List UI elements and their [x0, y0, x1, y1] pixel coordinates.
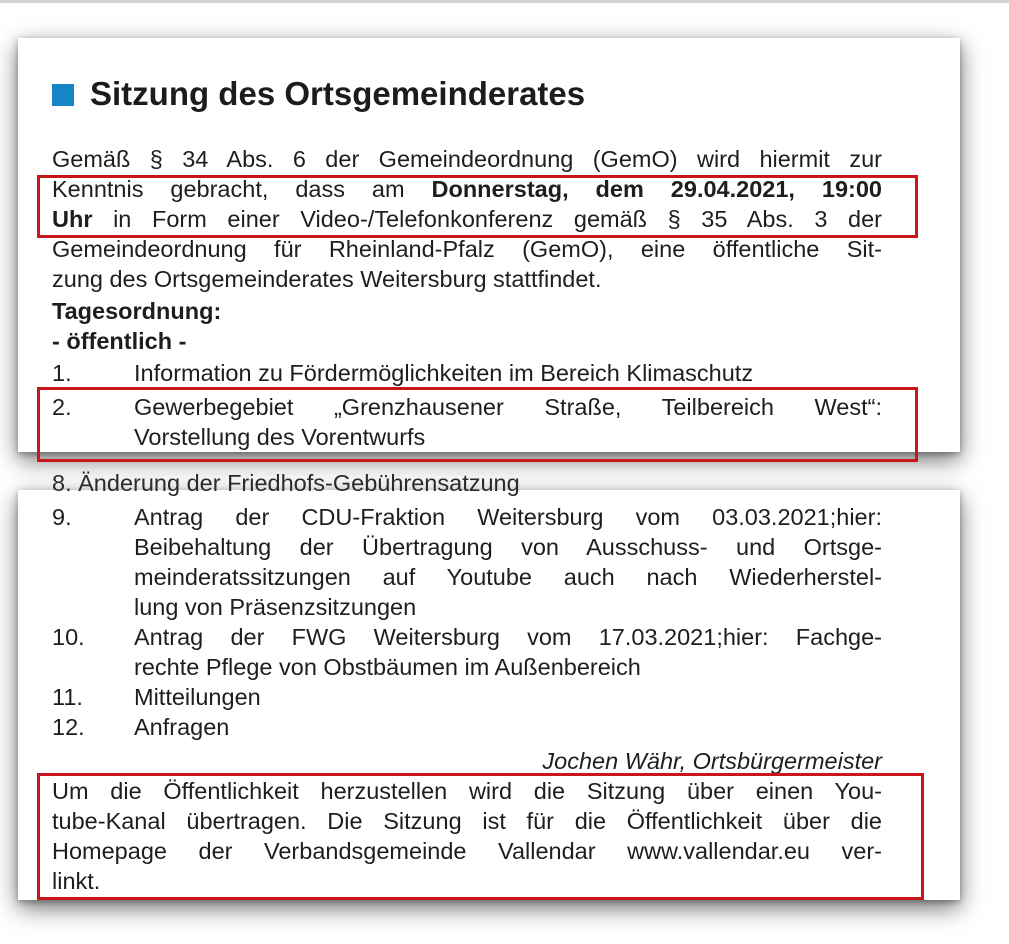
intro-line-5: zung des Ortsgemeinderates Weitersburg stattfindet. [52, 266, 602, 292]
closing-line-4: linkt. [52, 868, 101, 894]
agenda-item-2-line-2: Vorstellung des Vorentwurfs [134, 424, 426, 450]
agenda-title: Tagesordnung: [52, 298, 222, 324]
intro-line-2: Kenntnis gebracht, dass am Donnerstag, dem 29.04.2021, 19:00 [52, 176, 882, 202]
cut-off-agenda-line: 8. Änderung der Friedhofs-Gebührensatzung [52, 470, 520, 496]
closing-line-3: Homepage der Verbandsgemeinde Vallendar www.vallendar.eu ver- [52, 838, 882, 864]
closing-line-2: tube-Kanal übertragen. Die Sitzung ist für die Öffentlichkeit über die [52, 808, 882, 834]
signature: Jochen Währ, Ortsbürgermeister [542, 748, 882, 774]
agenda-item-1-number: 1. [52, 360, 72, 386]
agenda-item-10-number: 10. [52, 624, 85, 650]
agenda-item-9-number: 9. [52, 504, 72, 530]
agenda-item-10-line-2: rechte Pflege von Obstbäumen im Außenbereich [134, 654, 641, 680]
agenda-item-9-line-1: Antrag der CDU-Fraktion Weitersburg vom 03.03.2021;hier: [134, 504, 882, 530]
highlight-box-agenda-item-2 [37, 387, 918, 462]
agenda-item-2-line-1: Gewerbegebiet „Grenzhausener Straße, Teilbereich West“: [134, 394, 882, 420]
agenda-item-12-number: 12. [52, 714, 85, 740]
agenda-item-9-line-3: meinderatssitzungen auf Youtube auch nach Wiederherstel- [134, 564, 882, 590]
agenda-item-12-text: Anfragen [134, 714, 230, 740]
agenda-item-9-line-4: lung von Präsenzsitzungen [134, 594, 417, 620]
agenda-item-2-number: 2. [52, 394, 72, 420]
intro-line-4: Gemeindeordnung für Rheinland-Pfalz (GemO), eine öffentliche Sit- [52, 236, 882, 262]
intro-line-3: Uhr in Form einer Video-/Telefonkonferenz gemäß § 35 Abs. 3 der [52, 206, 882, 232]
closing-line-1: Um die Öffentlichkeit herzustellen wird die Sitzung über einen You- [52, 778, 882, 804]
agenda-subtitle: - öffentlich - [52, 328, 187, 354]
agenda-item-1-text: Information zu Fördermöglichkeiten im Bereich Klimaschutz [134, 360, 754, 386]
article-heading: Sitzung des Ortsgemeinderates [90, 75, 586, 112]
highlight-box-date [37, 175, 918, 238]
top-divider [0, 0, 1009, 3]
highlight-box-closing [37, 773, 924, 900]
agenda-item-11-number: 11. [52, 684, 83, 710]
agenda-item-9-line-2: Beibehaltung der Übertragung von Ausschuss- und Ortsge- [134, 534, 882, 560]
intro-line-1: Gemäß § 34 Abs. 6 der Gemeindeordnung (GemO) wird hiermit zur [52, 146, 882, 172]
agenda-item-11-text: Mitteilungen [134, 684, 261, 710]
agenda-item-10-line-1: Antrag der FWG Weitersburg vom 17.03.2021;hier: Fachge- [134, 624, 882, 650]
blue-square-bullet [52, 84, 74, 106]
